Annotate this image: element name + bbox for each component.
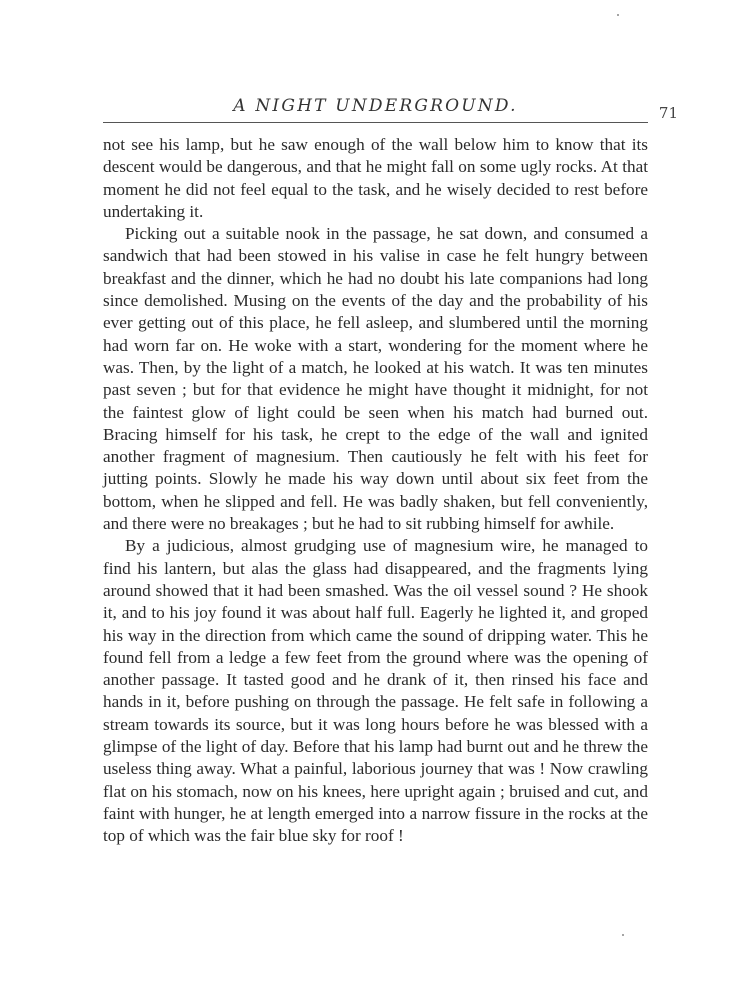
page-speck <box>622 934 624 936</box>
paragraph: By a judicious, almost grudging use of magnesium wire, he managed to find his lantern, but alas the glass had disappeared, and the fragments lying around showed that it had been smashed. Was the oil vessel sound ? He shook it, and to his joy found it was about half full. Eagerly he lighted it, and groped his way in the direction from which came the sound of dripping water. This he found fell from a ledge a few feet from the ground where was the opening of another passage. It tasted good and he drank of it, then rinsed his face and hands in it, before pushing on through the passage. He felt safe in following a stream towards its source, but it was long hours before he was blessed with a glimpse of the light of day. Before that his lamp had burnt out and he threw the useless thing away. What a painful, laborious journey that was ! Now crawling flat on his stomach, now on his knees, here upright again ; bruised and cut, and faint with hunger, he at length emerged into a narrow fissure in the rocks at the top of which was the fair blue sky for roof ! <box>103 536 648 846</box>
header-rule <box>103 122 648 123</box>
running-head <box>103 96 678 122</box>
body-text <box>103 134 648 848</box>
paragraph: not see his lamp, but he saw enough of the wall below him to know that its descent would be dangerous, and that he might fall on some ugly rocks. At that moment he did not feel equal to the task, and he wisely decided to rest before undertaking it. <box>103 135 648 221</box>
page-number: 71 <box>658 104 678 122</box>
running-title: A NIGHT UNDERGROUND. <box>233 96 518 116</box>
page-speck <box>617 14 619 16</box>
paragraph: Picking out a suitable nook in the passage, he sat down, and consumed a sandwich that had been stowed in his valise in case he felt hungry between breakfast and the dinner, which he had no doubt his late companions had long since demolished. Musing on the events of the day and the probability of his ever getting out of this place, he fell asleep, and slumbered until the morning had worn far on. He woke with a start, wondering for the moment where he was. Then, by the light of a match, he looked at his watch. It was ten minutes past seven ; but for that evidence he might have thought it midnight, for not the faintest glow of light could be seen when his match had burned out. Bracing himself for his task, he crept to the edge of the wall and ignited another fragment of magnesium. Then cautiously he felt with his feet for jutting points. Slowly he made his way down until about six feet from the bottom, when he slipped and fell. He was badly shaken, but fell conveniently, and there were no breakages ; but he had to sit rubbing himself for awhile. <box>103 224 648 534</box>
